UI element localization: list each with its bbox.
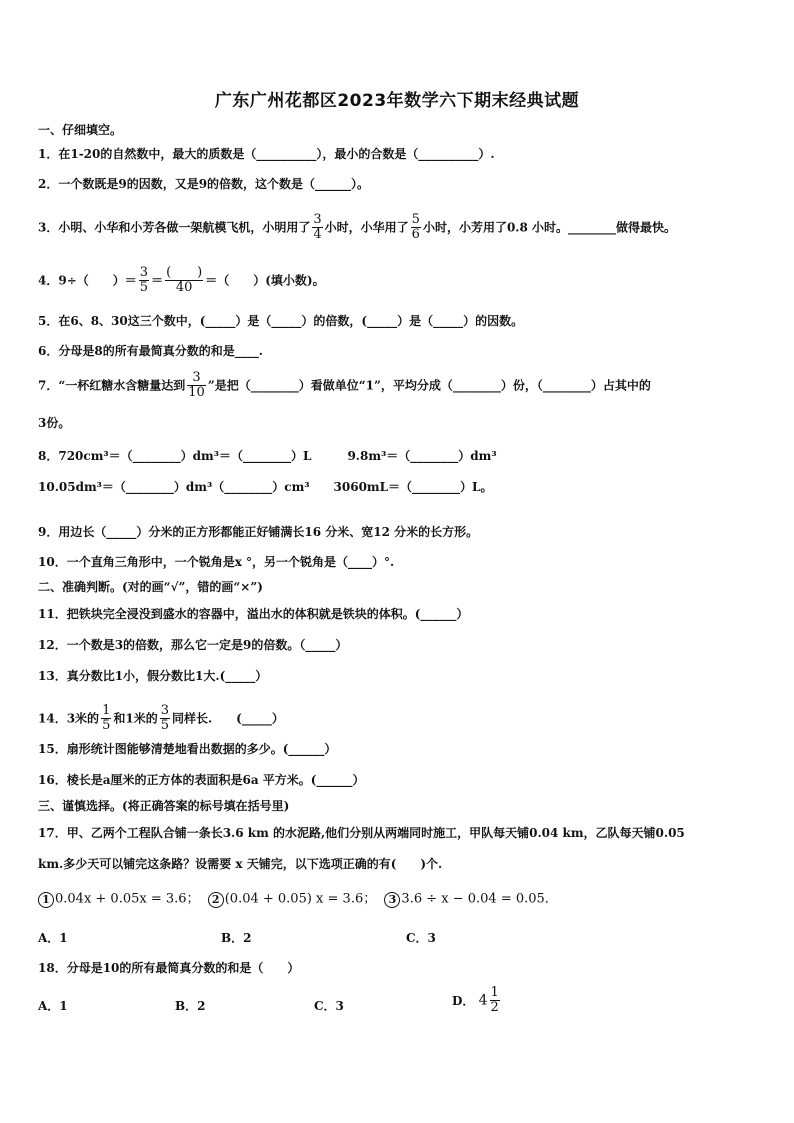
question-17-equations [38, 891, 764, 908]
section-heading-1: 一、仔细填空。 [38, 123, 123, 137]
question-4-equals: ＝ [151, 273, 164, 288]
option-mark-2: 2 [208, 892, 224, 908]
option-d-whole: 4 [478, 992, 488, 1009]
fraction-3-4: $\frac{3}{4}$ [313, 212, 322, 242]
question-17-option-b: B．2 [221, 931, 252, 945]
equation-3: 3.6 ÷ x − 0.04 = 0.05． [401, 891, 558, 907]
fraction-5-6: $\frac{5}{6}$ [411, 212, 420, 242]
option-d-prefix: D． [452, 994, 475, 1008]
option-mark-3: 3 [384, 892, 400, 908]
question-17-option-c: C．3 [406, 931, 436, 945]
question-3 [38, 213, 764, 242]
equation-1: 0.04x + 0.05x = 3.6； [55, 891, 200, 907]
question-1: 1．在1-20的自然数中，最大的质数是（__________），最小的合数是（__________）. [38, 147, 495, 161]
question-3-text-c: 小时，小芳用了0.8 小时。________做得最快。 [422, 220, 676, 235]
question-18-option-d [452, 986, 502, 1015]
page-title: 广东广州花都区2023年数学六下期末经典试题 [214, 91, 580, 111]
question-8-line-1: 8．720cm³＝（________）dm³＝（________）L 9.8m³＝（________）dm³ [38, 449, 497, 463]
question-14-text-c: 同样长. (_____） [171, 711, 284, 726]
question-8-line-2: 10.05dm³＝（________）dm³（________）cm³ 3060mL＝（________）L。 [38, 480, 493, 494]
section-heading-3: 三、谨慎选择。(将正确答案的标号填在括号里) [38, 799, 290, 813]
fraction-1-5: $\frac{1}{5}$ [102, 703, 111, 733]
question-3-text-b: 小时，小华用了 [324, 220, 409, 235]
question-13: 13．真分数比1小，假分数比1大.(_____） [38, 669, 268, 683]
fraction-blank-40: $\frac{( )}{40}$ [166, 265, 203, 295]
option-mark-1: 1 [38, 892, 54, 908]
question-14-text-a: 14．3米的 [38, 711, 100, 726]
question-3-text-a: 3．小明、小华和小芳各做一架航模飞机，小明用了 [38, 220, 311, 235]
question-9: 9．用边长（_____）分米的正方形都能正好铺满长16 分米、宽12 分米的长方形。 [38, 525, 479, 539]
equation-2: (0.04 + 0.05) x = 3.6； [224, 891, 377, 907]
question-4-text-b: ＝（ ）(填小数)。 [205, 273, 325, 288]
question-7-text-b: ”是把（________）看做单位“1”，平均分成（________）份，（________）占其中的 [207, 378, 651, 393]
question-11: 11．把铁块完全浸没到盛水的容器中，溢出水的体积就是铁块的体积。(______） [38, 607, 469, 621]
question-7-continued: 3份。 [38, 416, 71, 430]
section-heading-2: 二、准确判断。(对的画“√”，错的画“×”) [38, 580, 263, 594]
fraction-3-5-b: $\frac{3}{5}$ [160, 703, 169, 733]
fraction-3-5: $\frac{3}{5}$ [139, 265, 149, 295]
question-5: 5．在6、8、30这三个数中，(_____）是（_____）的倍数，(_____）是（_____）的因数。 [38, 314, 524, 328]
question-17-option-a: A．1 [38, 931, 68, 945]
question-17-line-2: km.多少天可以铺完这条路？设需要 x 天铺完，以下选项正确的有( )个. [38, 857, 443, 871]
question-12: 12．一个数是3的倍数，那么它一定是9的倍数。（_____） [38, 638, 348, 652]
question-18: 18．分母是10的所有最简真分数的和是（ ） [38, 961, 300, 975]
question-6: 6．分母是8的所有最简真分数的和是____. [38, 344, 263, 358]
question-14 [38, 704, 764, 733]
question-16: 16．棱长是a厘米的正方体的表面积是6a 平方米。(______） [38, 773, 365, 787]
question-10: 10．一个直角三角形中，一个锐角是x °，另一个锐角是（____）°. [38, 555, 395, 569]
question-4-text-a: 4．9÷（ ）＝ [38, 273, 137, 288]
fraction-3-10: $\frac{3}{10}$ [188, 370, 205, 400]
question-17-line-1: 17．甲、乙两个工程队合铺一条长3.6 km 的水泥路,他们分别从两端同时施工，甲队每天铺0.04 km，乙队每天铺0.05 [38, 826, 685, 840]
question-14-text-b: 和1米的 [113, 711, 158, 726]
question-7-text-a: 7．“一杯红糖水含糖量达到 [38, 378, 186, 393]
question-18-option-a: A．1 [38, 999, 68, 1013]
question-2: 2．一个数既是9的因数，又是9的倍数，这个数是（______）。 [38, 177, 370, 191]
question-18-option-b: B．2 [175, 999, 206, 1013]
question-15: 15．扇形统计图能够清楚地看出数据的多少。(______） [38, 742, 337, 756]
question-18-option-c: C．3 [314, 999, 344, 1013]
fraction-1-2: $\frac{1}{2}$ [490, 985, 499, 1015]
question-4 [38, 266, 764, 295]
question-7 [38, 371, 764, 400]
